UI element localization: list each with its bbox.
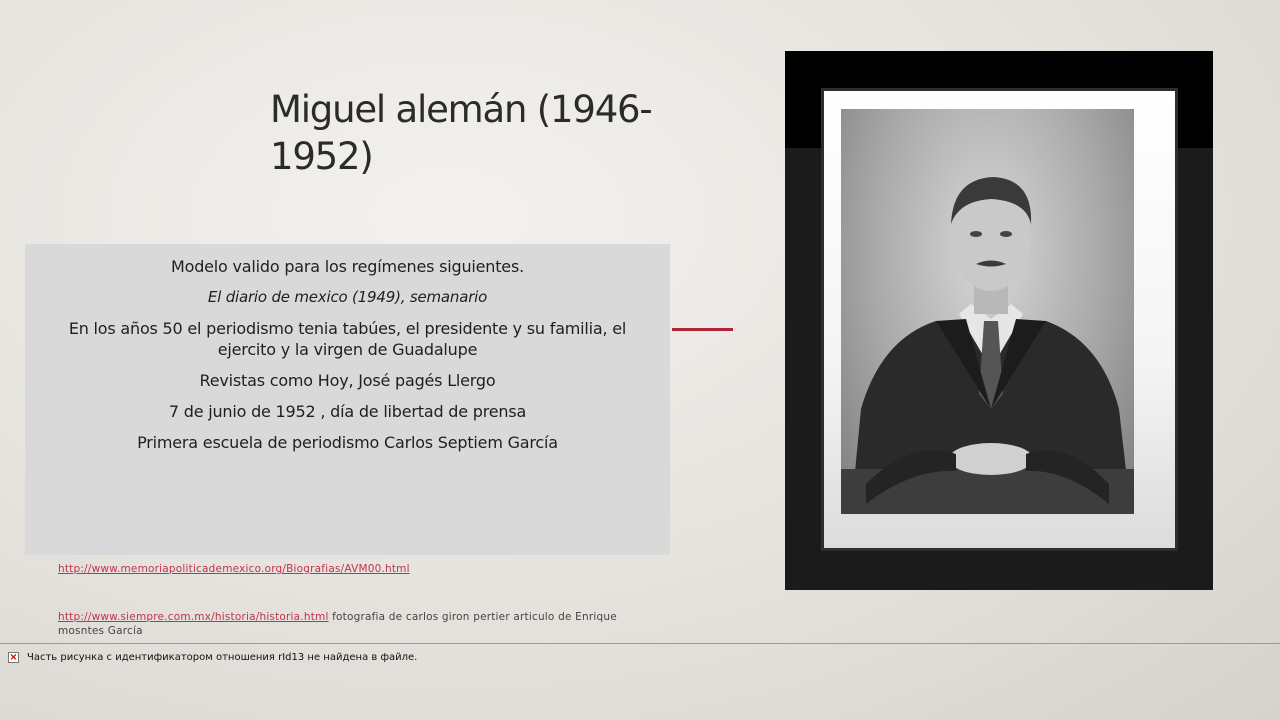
- photo-credit-text: fotografia de carlos giron pertier articulo de Enrique mosntes García: [58, 611, 617, 637]
- reference-link-2[interactable]: http://www.siempre.com.mx/historia/historia.html: [58, 611, 329, 623]
- paragraph-2: El diario de mexico (1949), semanario: [207, 288, 488, 306]
- reference-link-1-line: [58, 562, 410, 576]
- paragraph-4: Revistas como Hoy, José pagés Llergo: [199, 371, 496, 390]
- broken-image-icon: ×: [9, 652, 18, 663]
- reference-link-2-line: [58, 610, 618, 638]
- missing-image-message: Часть рисунка с идентификатором отношения rId13 не найдена в файле.: [27, 652, 418, 663]
- slide-title: Miguel alemán (1946-1952): [270, 88, 652, 178]
- portrait-photo: [841, 109, 1134, 514]
- portrait-figure: [841, 109, 1134, 514]
- accent-line: [672, 328, 733, 331]
- paragraph-1: Modelo valido para los regímenes siguientes.: [171, 257, 524, 276]
- reference-link-1[interactable]: http://www.memoriapoliticademexico.org/Biografias/AVM00.html: [58, 563, 410, 575]
- content-box: [25, 244, 670, 555]
- paragraph-6: Primera escuela de periodismo Carlos Septiem García: [137, 433, 558, 452]
- missing-image-placeholder: [0, 643, 1280, 720]
- paragraph-3: En los años 50 el periodismo tenia tabúes, el presidente y su familia, el ejercito y la virgen de Guadalupe: [68, 319, 627, 359]
- paragraph-5: 7 de junio de 1952 , día de libertad de prensa: [168, 402, 527, 421]
- portrait-frame: [785, 51, 1213, 590]
